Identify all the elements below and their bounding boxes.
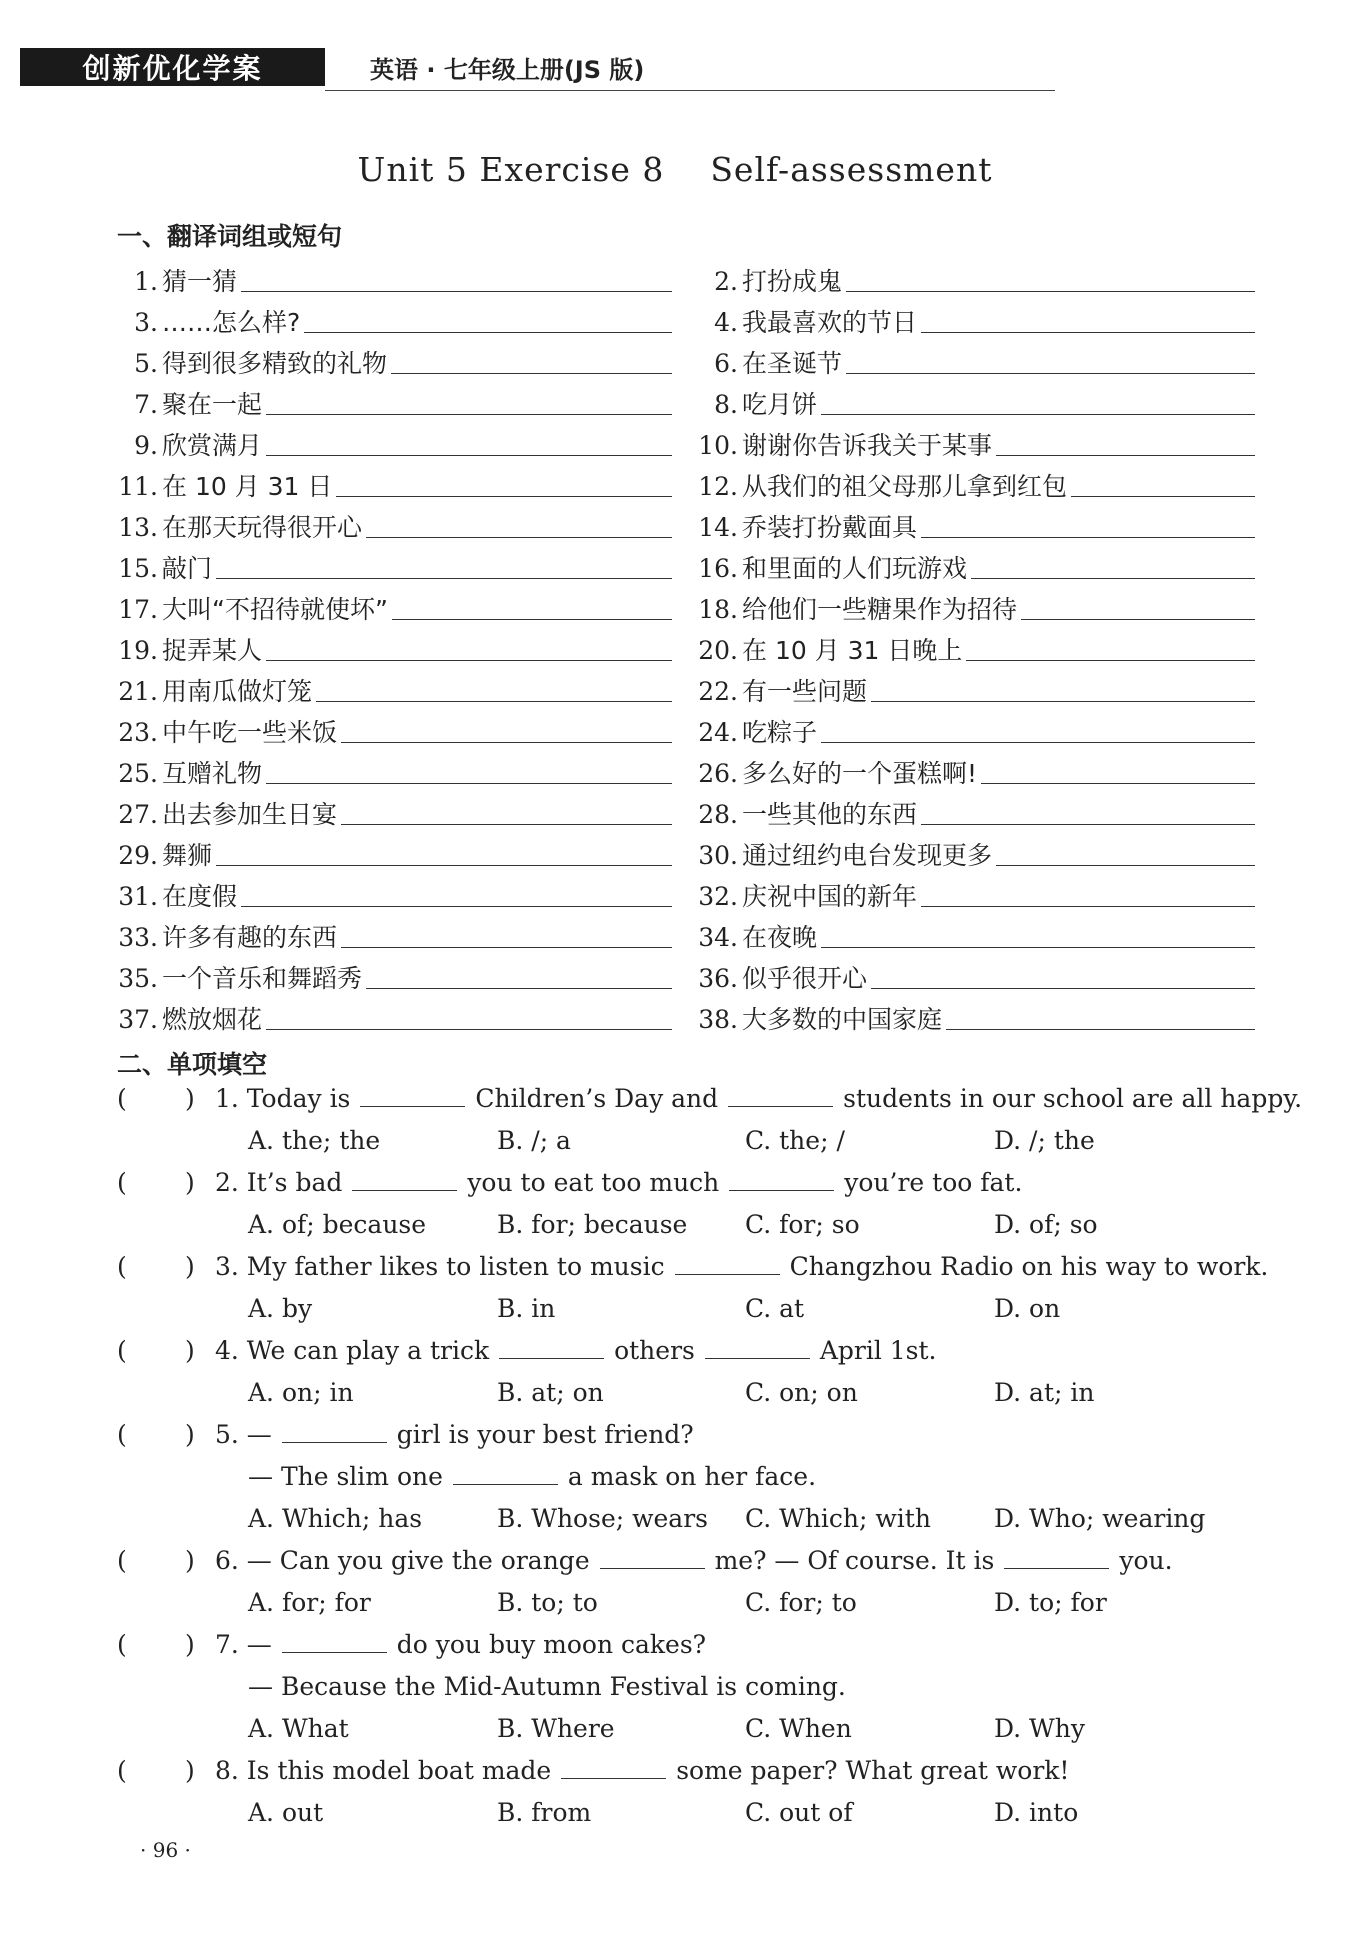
item-prompt: 似乎很开心 [742, 964, 868, 993]
answer-blank[interactable] [266, 414, 672, 415]
item-number: 15. [118, 554, 158, 583]
answer-blank[interactable] [821, 414, 1255, 415]
answer-option[interactable]: A. of; because [248, 1210, 427, 1239]
answer-paren-close: ) [185, 1168, 195, 1197]
answer-blank[interactable] [946, 1029, 1255, 1030]
item-number: 11. [118, 472, 158, 501]
item-number: 7. [134, 390, 158, 419]
fill-blank[interactable] [453, 1462, 558, 1485]
question-text [215, 1168, 1022, 1197]
translation-item [690, 664, 1255, 704]
answer-blank[interactable] [921, 906, 1255, 907]
item-prompt: 一个音乐和舞蹈秀 [162, 964, 363, 993]
item-prompt: 通过纽约电台发现更多 [742, 841, 993, 870]
item-number: 8. [714, 390, 738, 419]
answer-blank[interactable] [846, 291, 1255, 292]
question-row [117, 1084, 1303, 1124]
item-number: 35. [118, 964, 158, 993]
translation-item [110, 541, 672, 581]
translation-item [690, 828, 1255, 868]
translation-item [110, 623, 672, 663]
answer-blank[interactable] [316, 701, 672, 702]
book-title: 英语 · 七年级上册(JS 版) [370, 56, 645, 84]
item-number: 29. [118, 841, 158, 870]
item-number: 32. [698, 882, 738, 911]
answer-blank[interactable] [266, 455, 672, 456]
question-row [117, 1252, 1269, 1292]
translation-item [110, 746, 672, 786]
translation-item [110, 500, 672, 540]
question-segment: 4. We can play a trick [215, 1336, 498, 1365]
answer-paren-open[interactable]: ( [117, 1084, 127, 1113]
answer-paren-open[interactable]: ( [117, 1336, 127, 1365]
item-prompt: 在那天玩得很开心 [162, 513, 363, 542]
item-prompt: 谢谢你告诉我关于某事 [742, 431, 993, 460]
translation-item [690, 787, 1255, 827]
answer-blank[interactable] [304, 332, 672, 333]
answer-option[interactable]: A. by [248, 1294, 313, 1323]
answer-paren-open[interactable]: ( [117, 1756, 127, 1785]
question-subline [248, 1462, 816, 1502]
question-row [117, 1630, 1257, 1670]
answer-blank[interactable] [366, 988, 672, 989]
item-prompt: 从我们的祖父母那儿拿到红包 [742, 472, 1068, 501]
question-segment: you. [1119, 1546, 1173, 1575]
answer-option[interactable]: B. for; because [497, 1210, 688, 1239]
answer-paren-close: ) [185, 1546, 195, 1575]
answer-option[interactable]: B. in [497, 1294, 556, 1323]
answer-option[interactable]: C. at [745, 1294, 805, 1323]
answer-option[interactable]: A. for; for [248, 1588, 371, 1617]
translation-item [690, 623, 1255, 663]
answer-blank[interactable] [341, 947, 672, 948]
answer-option[interactable]: A. Which; has [248, 1504, 423, 1533]
fill-blank[interactable] [600, 1546, 705, 1569]
question-row [117, 1168, 1257, 1208]
item-number: 13. [118, 513, 158, 542]
answer-blank[interactable] [241, 906, 672, 907]
fill-blank[interactable] [1004, 1546, 1109, 1569]
translation-item [110, 992, 672, 1032]
question-segment: me? — Of course. It is [714, 1546, 1003, 1575]
item-prompt: 大叫“不招待就使坏” [162, 595, 388, 624]
item-number: 34. [698, 923, 738, 952]
question-text [215, 1084, 1302, 1113]
item-prompt: 在圣诞节 [742, 349, 843, 378]
answer-blank[interactable] [871, 701, 1255, 702]
item-prompt: 给他们一些糖果作为招待 [742, 595, 1018, 624]
fill-blank[interactable] [705, 1336, 810, 1359]
item-prompt: 用南瓜做灯笼 [162, 677, 313, 706]
answer-blank[interactable] [921, 824, 1255, 825]
translation-item [110, 295, 672, 335]
item-prompt: 中午吃一些米饭 [162, 718, 338, 747]
answer-paren-open[interactable]: ( [117, 1420, 127, 1449]
question-segment: Children’s Day and [475, 1084, 727, 1113]
question-segment: 2. It’s bad [215, 1168, 351, 1197]
answer-option[interactable]: D. on [994, 1294, 1061, 1323]
item-prompt: 一些其他的东西 [742, 800, 918, 829]
answer-option[interactable]: B. Where [497, 1714, 615, 1743]
question-row [117, 1546, 1257, 1586]
question-subline [248, 1672, 846, 1712]
item-prompt: 聚在一起 [162, 390, 263, 419]
fill-blank[interactable] [561, 1756, 666, 1779]
item-prompt: 燃放烟花 [162, 1005, 263, 1034]
answer-blank[interactable] [266, 660, 672, 661]
translation-item [690, 377, 1255, 417]
item-number: 17. [118, 595, 158, 624]
page-header [20, 48, 1060, 88]
translation-item [110, 336, 672, 376]
question-segment: — The slim one [248, 1462, 451, 1491]
translation-item [690, 500, 1255, 540]
item-number: 22. [698, 677, 738, 706]
question-segment: 1. Today is [215, 1084, 359, 1113]
answer-blank[interactable] [216, 865, 672, 866]
answer-blank[interactable] [971, 578, 1255, 579]
item-number: 30. [698, 841, 738, 870]
item-number: 28. [698, 800, 738, 829]
item-number: 27. [118, 800, 158, 829]
question-text [215, 1630, 706, 1659]
translation-item [690, 295, 1255, 335]
question-segment: others [614, 1336, 703, 1365]
answer-blank[interactable] [996, 455, 1255, 456]
answer-blank[interactable] [981, 783, 1255, 784]
item-number: 38. [698, 1005, 738, 1034]
item-prompt: 在度假 [162, 882, 238, 911]
item-number: 25. [118, 759, 158, 788]
question-text [215, 1252, 1268, 1281]
question-segment: 3. My father likes to listen to music [215, 1252, 673, 1281]
answer-option[interactable]: D. Why [994, 1714, 1085, 1743]
answer-option[interactable]: B. Whose; wears [497, 1504, 708, 1533]
fill-blank[interactable] [728, 1084, 833, 1107]
answer-blank[interactable] [966, 660, 1255, 661]
answer-paren-close: ) [185, 1336, 195, 1365]
item-number: 19. [118, 636, 158, 665]
answer-option[interactable]: D. Who; wearing [994, 1504, 1206, 1533]
answer-option[interactable]: D. of; so [994, 1210, 1098, 1239]
answer-blank[interactable] [921, 332, 1255, 333]
fill-blank[interactable] [729, 1168, 834, 1191]
translation-item [110, 910, 672, 950]
answer-option[interactable]: A. out [248, 1798, 324, 1827]
item-prompt: 和里面的人们玩游戏 [742, 554, 968, 583]
question-segment: a mask on her face. [567, 1462, 817, 1491]
answer-option[interactable]: B. at; on [497, 1378, 604, 1407]
answer-blank[interactable] [921, 537, 1255, 538]
answer-paren-close: ) [185, 1084, 195, 1113]
answer-blank[interactable] [392, 619, 672, 620]
question-segment: — Because the Mid-Autumn Festival is coming. [248, 1672, 846, 1701]
item-prompt: 出去参加生日宴 [162, 800, 338, 829]
item-prompt: 乔装打扮戴面具 [742, 513, 918, 542]
answer-option[interactable]: D. at; in [994, 1378, 1095, 1407]
item-number: 33. [118, 923, 158, 952]
answer-option[interactable]: C. the; / [745, 1126, 845, 1155]
item-number: 4. [714, 308, 738, 337]
item-prompt: 得到很多精致的礼物 [162, 349, 388, 378]
translation-item [110, 869, 672, 909]
question-segment: you’re too fat. [844, 1168, 1023, 1197]
item-number: 21. [118, 677, 158, 706]
fill-blank[interactable] [282, 1420, 387, 1443]
answer-option[interactable]: A. on; in [248, 1378, 354, 1407]
question-segment: April 1st. [819, 1336, 937, 1365]
item-prompt: 许多有趣的东西 [162, 923, 338, 952]
item-number: 16. [698, 554, 738, 583]
answer-option[interactable]: D. /; the [994, 1126, 1095, 1155]
question-segment: you to eat too much [467, 1168, 728, 1197]
item-prompt: 多么好的一个蛋糕啊! [742, 759, 978, 788]
question-text [215, 1756, 1069, 1785]
page-title: Unit 5 Exercise 8 Self-assessment [357, 150, 993, 189]
answer-option[interactable]: C. for; to [745, 1588, 857, 1617]
question-segment: 8. Is this model boat made [215, 1756, 560, 1785]
item-prompt: 在 10 月 31 日 [162, 472, 333, 501]
answer-paren-close: ) [185, 1630, 195, 1659]
translation-item [690, 336, 1255, 376]
translation-item [690, 705, 1255, 745]
item-number: 18. [698, 595, 738, 624]
answer-blank[interactable] [341, 742, 672, 743]
translation-item [690, 459, 1255, 499]
item-prompt: 舞狮 [162, 841, 213, 870]
answer-paren-open[interactable]: ( [117, 1168, 127, 1197]
item-prompt: 打扮成鬼 [742, 267, 843, 296]
brand-logo: 创新优化学案 [20, 48, 325, 86]
section-1-heading: 一、翻译词组或短句 [117, 222, 343, 251]
question-segment: Changzhou Radio on his way to work. [789, 1252, 1269, 1281]
answer-blank[interactable] [1021, 619, 1255, 620]
answer-blank[interactable] [846, 373, 1255, 374]
fill-blank[interactable] [360, 1084, 465, 1107]
question-text [215, 1546, 1173, 1575]
translation-item [690, 746, 1255, 786]
question-text [215, 1420, 694, 1449]
item-number: 5. [134, 349, 158, 378]
answer-option[interactable]: C. Which; with [745, 1504, 931, 1533]
translation-item [110, 828, 672, 868]
item-prompt: 欣赏满月 [162, 431, 263, 460]
fill-blank[interactable] [352, 1168, 457, 1191]
translation-item [110, 377, 672, 417]
answer-blank[interactable] [821, 947, 1255, 948]
item-prompt: 互赠礼物 [162, 759, 263, 788]
answer-blank[interactable] [266, 1029, 672, 1030]
item-number: 23. [118, 718, 158, 747]
answer-paren-open[interactable]: ( [117, 1630, 127, 1659]
item-prompt: 大多数的中国家庭 [742, 1005, 943, 1034]
translation-item [690, 910, 1255, 950]
question-segment: 7. — [215, 1630, 280, 1659]
translation-item [110, 582, 672, 622]
answer-option[interactable]: B. to; to [497, 1588, 598, 1617]
answer-blank[interactable] [871, 988, 1255, 989]
fill-blank[interactable] [675, 1252, 780, 1275]
item-number: 12. [698, 472, 738, 501]
translation-item [690, 869, 1255, 909]
translation-item [690, 418, 1255, 458]
answer-blank[interactable] [241, 291, 672, 292]
translation-item [690, 992, 1255, 1032]
answer-option[interactable]: D. to; for [994, 1588, 1107, 1617]
translation-item [110, 254, 672, 294]
answer-option[interactable]: A. the; the [248, 1126, 381, 1155]
answer-option[interactable]: B. /; a [497, 1126, 571, 1155]
item-prompt: ……怎么样? [162, 308, 301, 337]
item-prompt: 我最喜欢的节日 [742, 308, 918, 337]
answer-blank[interactable] [1071, 496, 1255, 497]
translation-item [690, 582, 1255, 622]
translation-item [110, 459, 672, 499]
page-number: · 96 · [140, 1838, 191, 1862]
item-prompt: 敲门 [162, 554, 213, 583]
header-rule [325, 90, 1055, 91]
answer-paren-close: ) [185, 1756, 195, 1785]
item-number: 2. [714, 267, 738, 296]
translation-item [110, 418, 672, 458]
item-number: 10. [698, 431, 738, 460]
translation-item [110, 951, 672, 991]
question-segment: some paper? What great work! [676, 1756, 1070, 1785]
item-prompt: 捉弄某人 [162, 636, 263, 665]
question-segment: students in our school are all happy. [843, 1084, 1303, 1113]
answer-paren-close: ) [185, 1252, 195, 1281]
item-prompt: 在夜晚 [742, 923, 818, 952]
answer-blank[interactable] [216, 578, 672, 579]
answer-option[interactable]: B. from [497, 1798, 592, 1827]
item-prompt: 吃粽子 [742, 718, 818, 747]
answer-option[interactable]: D. into [994, 1798, 1079, 1827]
item-number: 31. [118, 882, 158, 911]
translation-item [110, 705, 672, 745]
answer-option[interactable]: C. on; on [745, 1378, 858, 1407]
item-prompt: 吃月饼 [742, 390, 818, 419]
item-number: 3. [134, 308, 158, 337]
answer-option[interactable]: A. What [248, 1714, 349, 1743]
fill-blank[interactable] [282, 1630, 387, 1653]
answer-blank[interactable] [391, 373, 672, 374]
question-row [117, 1756, 1257, 1796]
translation-item [690, 951, 1255, 991]
question-segment: 6. — Can you give the orange [215, 1546, 598, 1575]
answer-option[interactable]: C. for; so [745, 1210, 860, 1239]
item-number: 14. [698, 513, 738, 542]
answer-blank[interactable] [266, 783, 672, 784]
answer-blank[interactable] [821, 742, 1255, 743]
question-segment: girl is your best friend? [396, 1420, 694, 1449]
answer-paren-close: ) [185, 1420, 195, 1449]
question-segment: do you buy moon cakes? [396, 1630, 707, 1659]
answer-paren-open[interactable]: ( [117, 1546, 127, 1575]
answer-option[interactable]: C. When [745, 1714, 852, 1743]
fill-blank[interactable] [499, 1336, 604, 1359]
item-prompt: 有一些问题 [742, 677, 868, 706]
translation-item [690, 541, 1255, 581]
answer-blank[interactable] [366, 537, 672, 538]
item-number: 37. [118, 1005, 158, 1034]
section-2-heading: 二、单项填空 [117, 1050, 268, 1079]
translation-item [110, 787, 672, 827]
answer-option[interactable]: C. out of [745, 1798, 853, 1827]
item-number: 6. [714, 349, 738, 378]
question-segment: 5. — [215, 1420, 280, 1449]
item-prompt: 在 10 月 31 日晚上 [742, 636, 963, 665]
question-row [117, 1336, 1257, 1376]
item-number: 36. [698, 964, 738, 993]
translation-item [690, 254, 1255, 294]
item-number: 20. [698, 636, 738, 665]
translation-item [110, 664, 672, 704]
item-number: 24. [698, 718, 738, 747]
item-prompt: 庆祝中国的新年 [742, 882, 918, 911]
item-number: 26. [698, 759, 738, 788]
item-number: 1. [134, 267, 158, 296]
answer-blank[interactable] [996, 865, 1255, 866]
answer-blank[interactable] [341, 824, 672, 825]
question-row [117, 1420, 1257, 1460]
answer-paren-open[interactable]: ( [117, 1252, 127, 1281]
answer-blank[interactable] [336, 496, 672, 497]
item-number: 9. [134, 431, 158, 460]
item-prompt: 猜一猜 [162, 267, 238, 296]
question-text [215, 1336, 937, 1365]
